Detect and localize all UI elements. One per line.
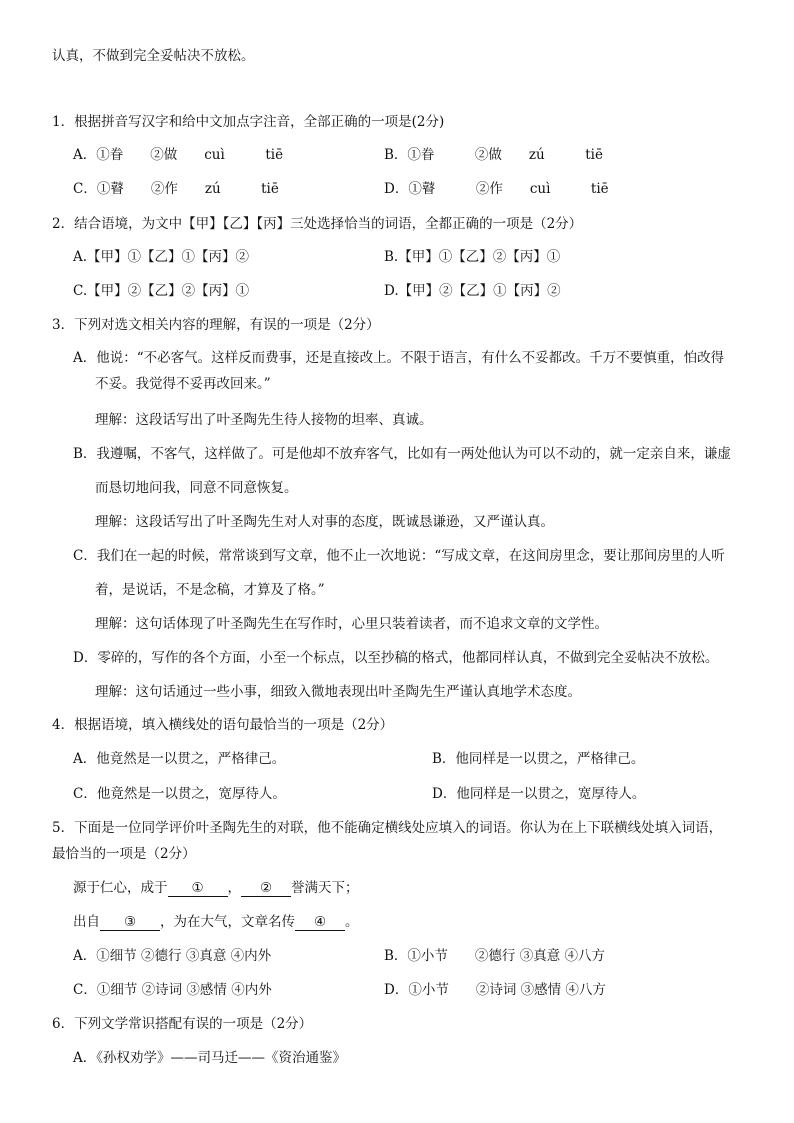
couplet-lower-text-2: ，为在大气，文章名传: [160, 914, 295, 930]
q2-option-a: A.【甲】①【乙】①【丙】②: [73, 249, 250, 265]
q4-option-b: B．他同样是一以贯之，严格律己。: [432, 751, 645, 767]
blank-2: ②: [241, 881, 291, 897]
blank-3: ③: [100, 915, 160, 931]
couplet-lower-text-1: 出自: [73, 914, 100, 930]
q6-option-a: A．《孙权劝学》——司马迁——《资治通鉴》: [73, 1050, 346, 1066]
couplet-lower-text-3: 。: [345, 914, 359, 930]
q3-option-c-line2: 着，是说话，不是念稿，才算及了格。”: [95, 582, 325, 598]
q4-option-a: A．他竟然是一以贯之，严格律己。: [73, 751, 286, 767]
couplet-upper: [73, 880, 359, 897]
couplet-upper-text-1: 源于仁心，成于: [73, 880, 168, 896]
q5-stem-line2: 最恰当的一项是（2分）: [52, 846, 196, 862]
blank-4: ④: [295, 915, 345, 931]
q3-option-d-line1: D．零碎的，写作的各个方面，小至一个标点，以至抄稿的格式，他都同样认真，不做到完全妥帖决不放松。: [73, 650, 719, 666]
q3-option-b-line1: B．我遵嘱，不客气，这样做了。可是他却不放弃客气，比如有一两处他认为可以不动的，就一定亲自来，谦虚: [73, 446, 731, 462]
q6-stem: 6．下列文学常识搭配有误的一项是（2分）: [52, 1016, 313, 1032]
q3-option-c-line1: C．我们在一起的时候，常常谈到写文章，他不止一次地说：“写成文章，在这间房里念，要让那间房里的人听: [73, 548, 725, 564]
q3-option-b-line2: 而恳切地问我，同意不同意恢复。: [95, 480, 298, 496]
q1-option-d: D．①瞽 ②作 cuì tiē: [384, 181, 609, 197]
q3-option-c-explanation: 理解：这句话体现了叶圣陶先生在写作时，心里只装着读者，而不追求文章的文学性。: [95, 616, 608, 632]
blank-1: ①: [168, 881, 228, 897]
q2-option-c: C.【甲】②【乙】②【丙】①: [73, 283, 250, 299]
q5-option-d: D．①小节 ②诗词 ③感情 ④八方: [384, 982, 606, 998]
q3-stem: 3．下列对选文相关内容的理解，有误的一项是（2分）: [52, 317, 380, 333]
q1-option-c: C．①瞽 ②作 zú tiē: [73, 181, 279, 197]
continued-text: 认真，不做到完全妥帖决不放松。: [52, 48, 255, 64]
q3-option-d-explanation: 理解：这句话通过一些小事，细致入微地表现出叶圣陶先生严谨认真地学术态度。: [95, 684, 581, 700]
q5-option-c: C．①细节 ②诗词 ③感情 ④内外: [73, 982, 272, 998]
q2-option-b: B.【甲】①【乙】②【丙】①: [384, 249, 561, 265]
q5-option-b: B．①小节 ②德行 ③真意 ④八方: [384, 948, 606, 964]
q4-option-d: D．他同样是一以贯之，宽厚待人。: [432, 786, 646, 802]
q3-option-a-line1: A．他说：“不必客气。这样反而费事，还是直接改上。不限于语言，有什么不妥都改。千万不要慎重，怕改得: [73, 350, 725, 366]
q1-option-a: A．①眷 ②做 cuì tiē: [73, 147, 284, 163]
q1-option-b: B．①眷 ②做 zú tiē: [384, 147, 603, 163]
q4-option-c: C．他竟然是一以贯之，宽厚待人。: [73, 786, 286, 802]
q3-option-a-line2: 不妥。我觉得不妥再改回来。”: [95, 376, 271, 392]
q1-stem: 1．根据拼音写汉字和给中文加点字注音，全部正确的一项是(2分): [52, 114, 445, 130]
q5-option-a: A．①细节 ②德行 ③真意 ④内外: [73, 948, 272, 964]
q2-option-d: D.【甲】②【乙】①【丙】②: [384, 283, 561, 299]
couplet-upper-text-2: ，: [227, 880, 241, 896]
q3-option-b-explanation: 理解：这段话写出了叶圣陶先生对人对事的态度，既诚恳谦逊，又严谨认真。: [95, 514, 554, 530]
q5-stem-line1: 5．下面是一位同学评价叶圣陶先生的对联，他不能确定横线处应填入的词语。你认为在上下联横线处填入词语，: [52, 820, 723, 836]
q4-stem: 4．根据语境，填入横线处的语句最恰当的一项是（2分）: [52, 717, 394, 733]
couplet-upper-text-3: 誉满天下；: [291, 880, 359, 896]
couplet-lower: [73, 914, 359, 931]
q3-option-a-explanation: 理解：这段话写出了叶圣陶先生待人接物的坦率、真诚。: [95, 412, 433, 428]
q2-stem: 2．结合语境，为文中【甲】【乙】【丙】三处选择恰当的词语，全都正确的一项是（2分）: [52, 216, 583, 232]
